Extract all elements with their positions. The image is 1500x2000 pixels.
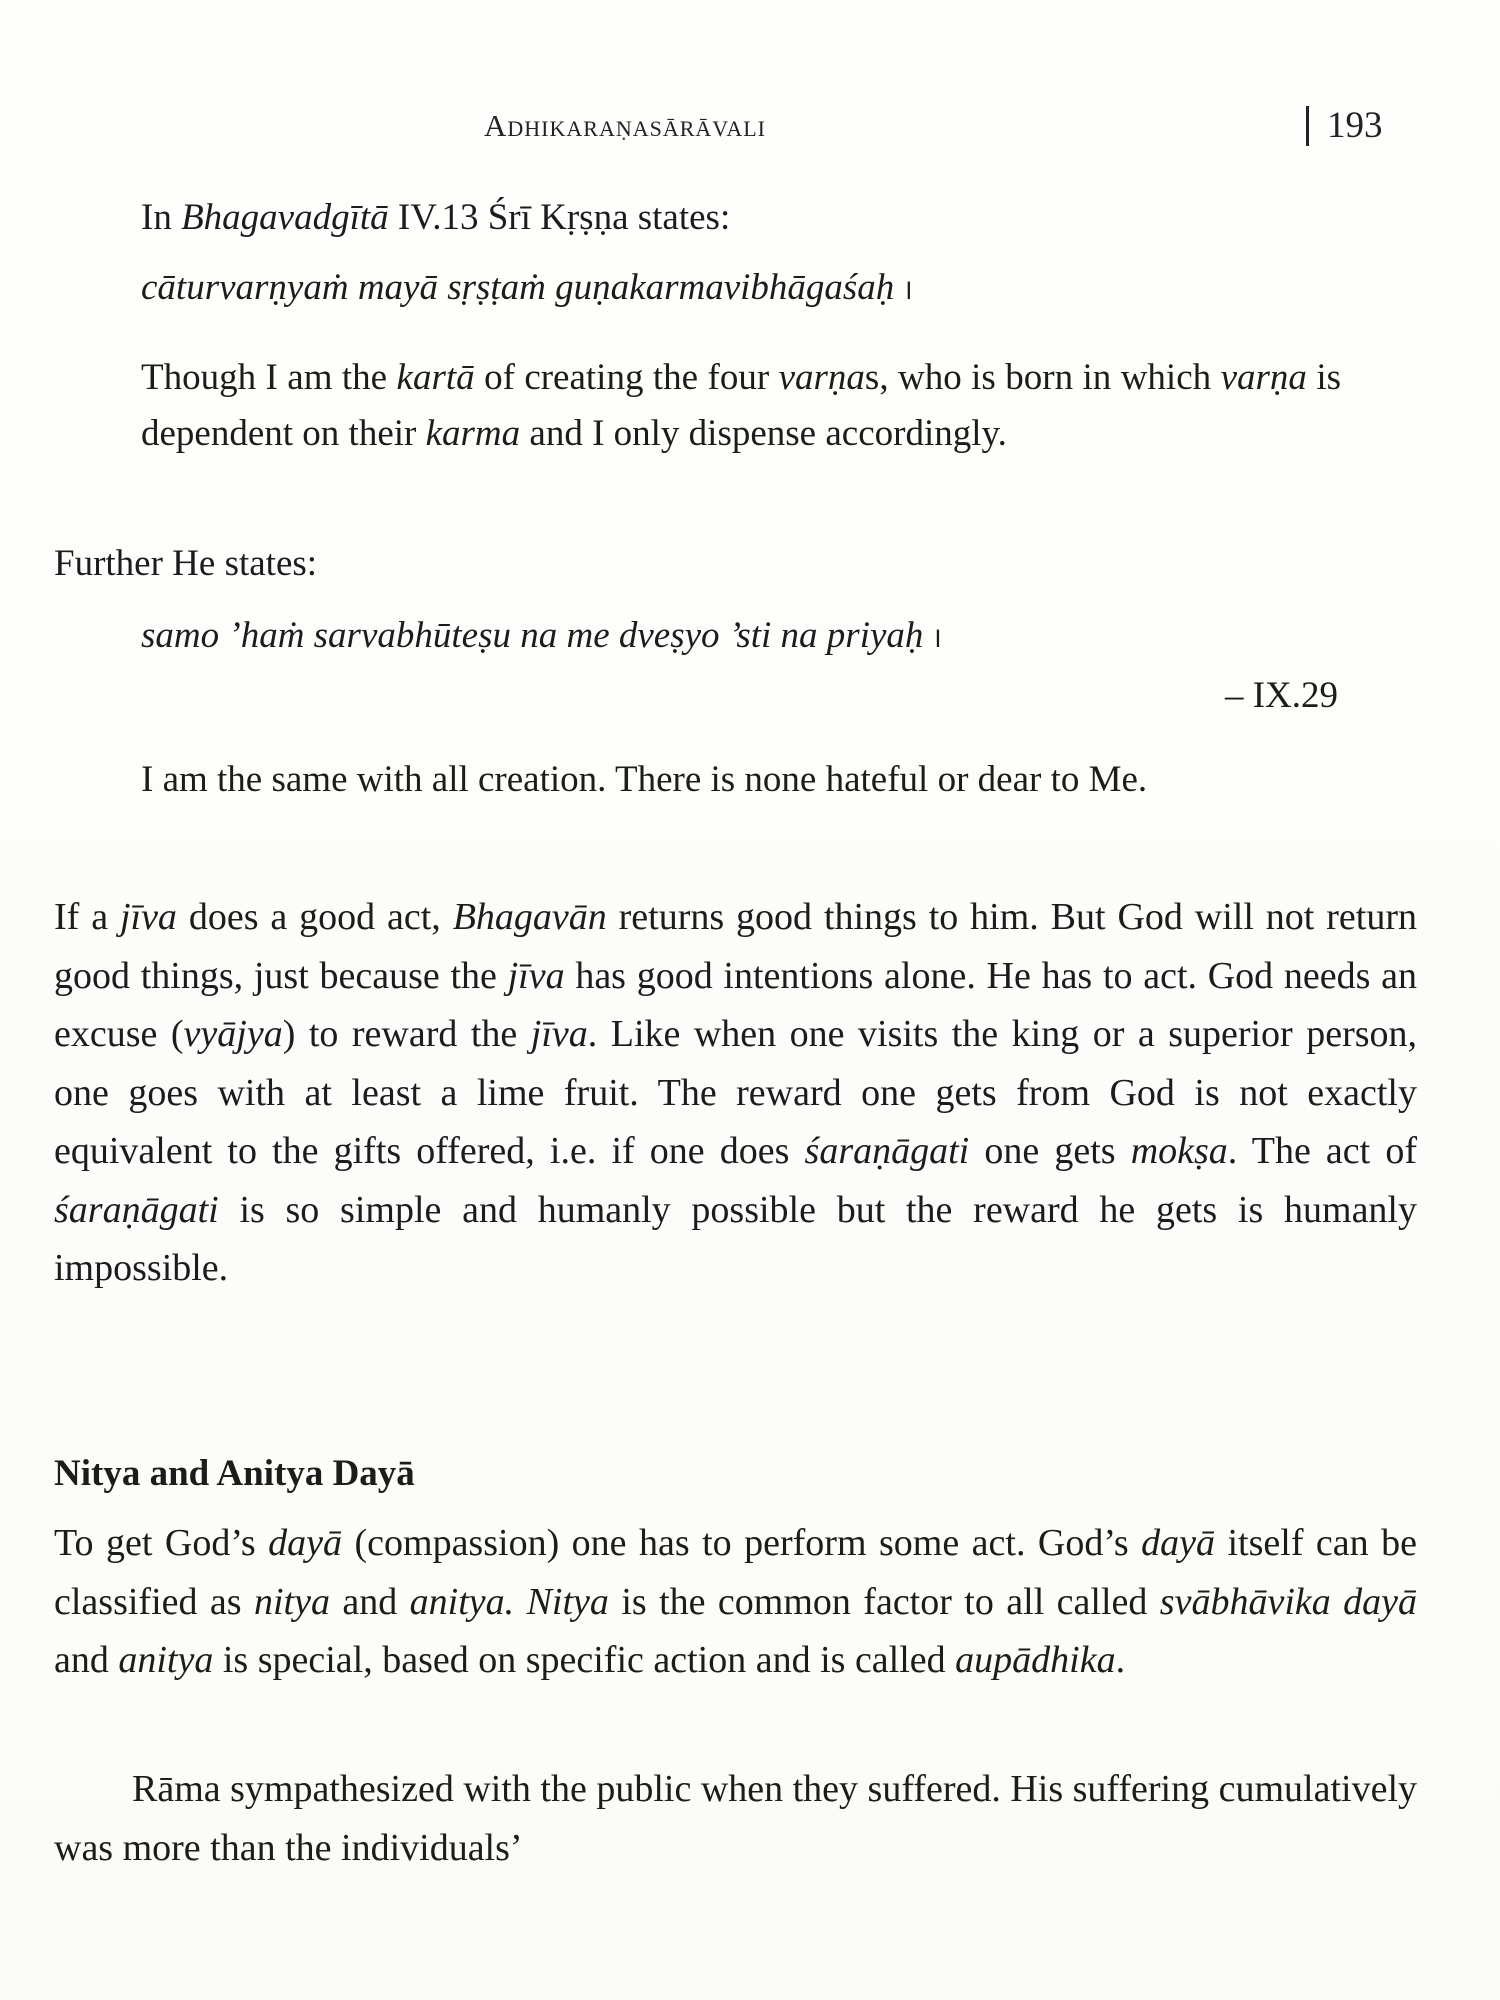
italic-term: dayā xyxy=(268,1522,343,1564)
italic-term: dayā xyxy=(1141,1522,1216,1564)
text-span: has good intentions alone. He has to act. God needs an excuse ( xyxy=(54,954,1418,1055)
text-span: one gets xyxy=(969,1130,1131,1172)
text-span: . The act of xyxy=(1227,1130,1417,1172)
text-span: is special, based on specific action and is called xyxy=(213,1639,956,1681)
verse-2-danda: । xyxy=(931,623,943,654)
italic-term: śaraṇāgati xyxy=(804,1130,970,1172)
text-span: and I only dispense accordingly. xyxy=(520,413,1007,454)
text-span: Though I am the xyxy=(141,357,397,398)
header-rule xyxy=(1306,106,1309,146)
verse-1-text: cāturvarṇyaṁ mayā sṛṣṭaṁ guṇakarmavibhāgaśaḥ xyxy=(141,267,895,308)
italic-term: jīva xyxy=(507,954,565,997)
italic-term: varṇa xyxy=(778,357,865,398)
italic-term: aupādhika xyxy=(955,1639,1116,1681)
text-span: ) to reward the xyxy=(282,1013,531,1055)
text-span: If a xyxy=(54,896,120,938)
body-paragraph-1 xyxy=(54,888,1417,1298)
body-paragraph-2 xyxy=(54,1514,1417,1690)
body-paragraph-3: Rāma sympathesized with the public when they suffered. His suffering cumulatively was more than the individuals’ xyxy=(54,1768,1418,1869)
text-span: To get God’s xyxy=(54,1522,269,1564)
italic-term: jīva xyxy=(119,896,177,938)
intro-work-title: Bhagavadgītā xyxy=(181,197,389,238)
text-span: does a good act, xyxy=(176,896,453,938)
text-span: s, who is born in which xyxy=(864,357,1221,398)
text-span: (compassion) one has to perform some act. God’s xyxy=(342,1522,1142,1564)
verse-2-translation: I am the same with all creation. There is none hateful or dear to Me. xyxy=(141,759,1148,800)
page-number xyxy=(1306,104,1383,147)
italic-term: varṇa xyxy=(1220,357,1307,398)
text-span: and xyxy=(54,1639,119,1681)
italic-term: anitya xyxy=(118,1639,214,1681)
verse-1-translation xyxy=(141,350,1341,462)
italic-term: jīva xyxy=(530,1013,588,1055)
text-span: is so simple and humanly possible but the reward he gets is humanly impossible. xyxy=(54,1188,1417,1289)
verse-quotation-1 xyxy=(141,260,1341,319)
further-statement: Further He states: xyxy=(54,543,318,584)
text-span: is the common factor to all called xyxy=(608,1580,1160,1623)
verse-1-danda: । xyxy=(902,275,913,306)
italic-term: Bhagavān xyxy=(452,896,607,938)
section-heading: Nitya and Anitya Dayā xyxy=(54,1453,415,1494)
italic-term: mokṣa xyxy=(1130,1130,1228,1172)
intro-suffix: IV.13 Śrī Kṛṣṇa states: xyxy=(388,197,731,238)
italic-term: karma xyxy=(425,413,521,454)
text-span: itself can be classified as xyxy=(54,1522,1417,1623)
text-span: of creating the four xyxy=(474,357,779,398)
verse-quotation-2 xyxy=(141,608,1341,667)
page-number-text: 193 xyxy=(1327,105,1383,146)
text-span: is dependent on their xyxy=(141,357,1341,454)
italic-term: vyājya xyxy=(183,1013,283,1055)
text-span: returns good things to him. But God will not return good things, just because the xyxy=(54,896,1417,997)
text-span: . xyxy=(1115,1639,1126,1681)
running-title: Adhikaraṇasārāvali xyxy=(484,108,766,143)
italic-term: kartā xyxy=(396,357,475,398)
text-span: and xyxy=(329,1580,410,1623)
text-span: . Like when one visits the king or a superior person, one goes with at least a lime fruit. The reward one gets from God is not exactly equivalent to the gifts offered, i.e. if one does xyxy=(54,1013,1418,1172)
italic-term: anitya. Nitya xyxy=(409,1580,609,1623)
verse-2-text: samo ’haṁ sarvabhūteṣu na me dveṣyo ’sti na priyaḥ xyxy=(141,615,924,656)
verse-2-reference: – IX.29 xyxy=(1224,675,1338,716)
italic-term: nitya xyxy=(253,1580,330,1623)
italic-term: svābhāvika dayā xyxy=(1159,1580,1418,1623)
quote-intro xyxy=(141,190,1341,246)
intro-prefix: In xyxy=(141,197,182,238)
italic-term: śaraṇāgati xyxy=(54,1188,219,1231)
